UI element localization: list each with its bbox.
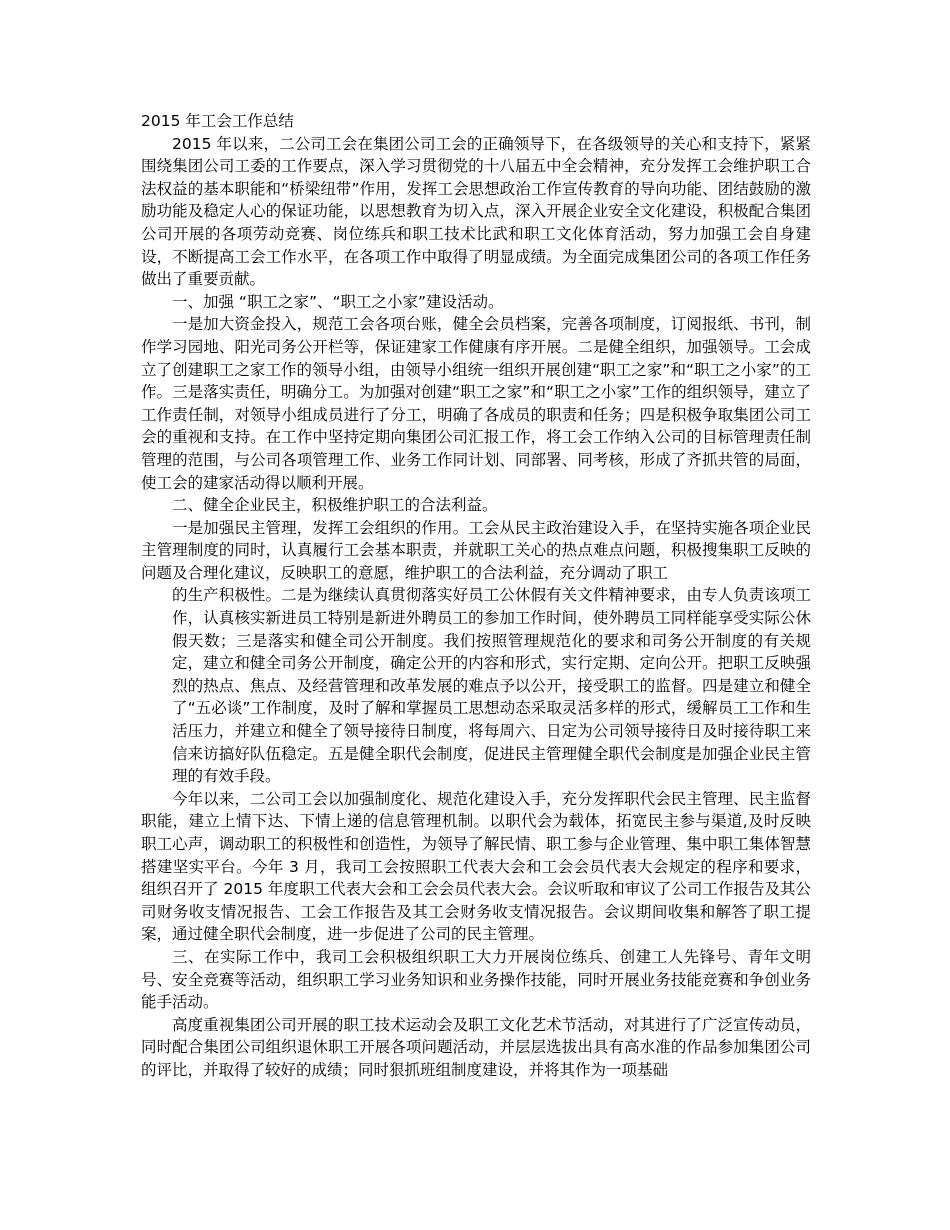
paragraph-section-2a: 一是加强民主管理，发挥工会组织的作用。工会从民主政治建设入手，在坚持实施各项企业民主管理制度的同时，认真履行工会基本职责，并就职工关心的热点难点问题，积极搜集职工反映的问题及合理化建议，反映职工的意愿，维护职工的合法利益，充分调动了职工 xyxy=(141,518,811,582)
paragraph-section-3: 高度重视集团公司开展的职工技术运动会及职工文化艺术节活动，对其进行了广泛宣传动员，同时配合集团公司组织退休职工开展各项问题活动，并层层选拔出具有高水准的作品参加集团公司的评比，并取得了较好的成绩；同时狠抓班组制度建设，并将其作为一项基础 xyxy=(141,1015,811,1079)
paragraph-section-2b: 的生产积极性。二是为继续认真贯彻落实好员工公休假有关文件精神要求，由专人负责该项工作，认真核实新进员工特别是新进外聘员工的参加工作时间，使外聘员工同样能享受实际公休假天数；三是落实和健全司公开制度。我们按照管理规范化的要求和司务公开制度的有关规定，建立和健全司务公开制度，确定公开的内容和形式，实行定期、定向公开。把职工反映强烈的热点、焦点、及经营管理和改革发展的难点予以公开，接受职工的监督。四是建立和健全了“五必谈”工作制度，及时了解和掌握员工思想动态采取灵活多样的形式，缓解员工工作和生活压力，并建立和健全了领导接待日制度，将每周六、日定为公司领导接待日及时接待职工来信来访搞好队伍稳定。五是健全职代会制度，促进民主管理健全职代会制度是加强企业民主管理的有效手段。 xyxy=(172,586,811,786)
section-heading-1: 一、加强 “职工之家”、“职工之小家”建设活动。 xyxy=(172,292,504,311)
section-heading-3: 三、在实际工作中，我司工会积极组织职工大力开展岗位练兵、创建工人先锋号、青年文明号、安全竞赛等活动，组织职工学习业务知识和业务操作技能，同时开展业务技能竞赛和争创业务能手活动。 xyxy=(141,947,811,1012)
section-heading-2: 二、健全企业民主，积极维护职工的合法利益。 xyxy=(172,496,498,515)
document-title: 2015 年工会工作总结 xyxy=(141,112,294,130)
paragraph-intro: 2015 年以来，二公司工会在集团公司工会的正确领导下，在各级领导的关心和支持下，紧紧围绕集团公司工委的工作要点，深入学习贯彻党的十八届五中全会精神，充分发挥工会维护职工合法权益的基本职能和“桥梁纽带”作用，发挥工会思想政治工作宣传教育的导向功能、团结鼓励的激励功能及稳定人心的保证功能，以思想教育为切入点，深入开展企业安全文化建设，积极配合集团公司开展的各项劳动竞赛、岗位练兵和职工技术比武和职工文化体育活动，努力加强工会自身建设，不断提高工会工作水平，在各项工作中取得了明显成绩。为全面完成集团公司的各项工作任务做出了重要贡献。 xyxy=(141,134,811,289)
paragraph-section-2c: 今年以来，二公司工会以加强制度化、规范化建设入手，充分发挥职代会民主管理、民主监督职能，建立上情下达、下情上递的信息管理机制。以职代会为载体，拓宽民主参与渠道,及时反映职工心声，调动职工的积极性和创造性，为领导了解民情、职工参与企业管理、集中职工集体智慧搭建坚实平台。今年 3 月，我司工会按照职工代表大会和工会会员代表大会规定的程序和要求，组织召开了 2015 年度职工代表大会和工会会员代表大会。会议听取和审议了公司工作报告及其公司财务收支情况报告、工会工作报告及其工会财务收支情况报告。会议期间收集和解答了职工提案，通过健全职代会制度，进一步促进了公司的民主管理。 xyxy=(141,789,811,944)
document-page xyxy=(141,110,811,1082)
paragraph-section-1: 一是加大资金投入，规范工会各项台账，健全会员档案，完善各项制度，订阅报纸、书刊，制作学习园地、阳光司务公开栏等，保证建家工作健康有序开展。二是健全组织，加强领导。工会成立了创建职工之家工作的领导小组，由领导小组统一组织开展创建“职工之家”和“职工之小家”的工作。三是落实责任，明确分工。为加强对创建“职工之家”和“职工之小家”工作的组织领导，建立了工作责任制，对领导小组成员进行了分工，明确了各成员的职责和任务；四是积极争取集团公司工会的重视和支持。在工作中坚持定期向集团公司汇报工作，将工会工作纳入公司的目标管理责任制管理的范围，与公司各项管理工作、业务工作同计划、同部署、同考核，形成了齐抓共管的局面，使工会的建家活动得以顺利开展。 xyxy=(141,315,811,492)
